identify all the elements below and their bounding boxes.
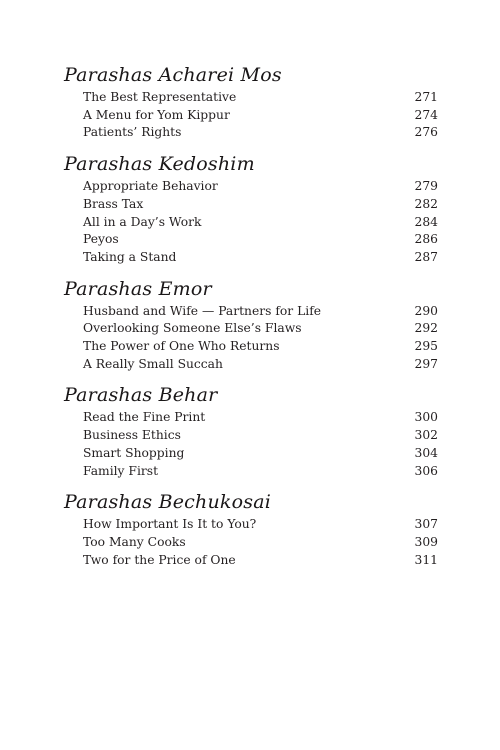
toc-entry [64, 356, 438, 374]
entry-title: Business Ethics [83, 428, 181, 443]
entry-title: Husband and Wife — Partners for Life [83, 303, 322, 318]
entry-page-number: 271 [414, 90, 438, 104]
toc-entry [64, 249, 438, 267]
section-title: Parashas Behar [64, 384, 218, 407]
toc-entry [64, 427, 438, 445]
toc-entry [64, 445, 438, 463]
entry-title: Smart Shopping [83, 445, 185, 460]
toc-entry [64, 463, 438, 481]
entry-title: The Best Representative [83, 90, 237, 104]
entry-page-number: 307 [414, 517, 438, 532]
section-title: Parashas Kedoshim [64, 153, 255, 176]
entry-page-number: 290 [414, 303, 438, 318]
entry-title: Brass Tax [83, 196, 144, 211]
entry-title: Overlooking Someone Else’s Flaws [83, 321, 302, 336]
entry-page-number: 284 [414, 214, 438, 229]
toc-entry [64, 338, 438, 356]
toc-entry [64, 231, 438, 249]
toc-entry [64, 214, 438, 232]
entry-page-number: 287 [414, 249, 438, 264]
entry-page-number: 292 [414, 321, 438, 336]
entry-page-number: 297 [414, 356, 438, 371]
toc-entry [64, 516, 438, 534]
section-title: Parashas Bechukosai [64, 491, 272, 514]
entry-page-number: 279 [414, 179, 438, 194]
entry-title: Too Many Cooks [83, 534, 186, 549]
toc-entry [64, 196, 438, 214]
entry-page-number: 276 [414, 125, 438, 140]
entry-page-number: 286 [414, 232, 438, 247]
entry-page-number: 309 [414, 534, 438, 549]
toc-section-emor [64, 276, 438, 374]
entry-title: A Menu for Yom Kippur [83, 107, 230, 122]
toc-entry [64, 124, 438, 142]
entry-page-number: 274 [414, 107, 438, 122]
toc-section-bechukosai [64, 489, 438, 569]
section-title: Parashas Acharei Mos [64, 64, 282, 86]
entry-page-number: 300 [414, 410, 438, 425]
toc-section-behar [64, 382, 438, 480]
toc-entry [64, 107, 438, 125]
entry-title: Peyos [83, 232, 119, 247]
table-of-contents [64, 62, 438, 578]
entry-title: Family First [83, 463, 159, 478]
toc-entry [64, 89, 438, 107]
entry-page-number: 302 [414, 428, 438, 443]
toc-section-acharei-mos [64, 62, 438, 142]
entry-page-number: 306 [414, 463, 438, 478]
section-title: Parashas Emor [64, 277, 212, 300]
toc-entry [64, 534, 438, 552]
entry-title: The Power of One Who Returns [83, 339, 280, 354]
entry-title: A Really Small Succah [83, 356, 223, 371]
toc-entry [64, 409, 438, 427]
entry-page-number: 304 [414, 445, 438, 460]
entry-page-number: 295 [414, 339, 438, 354]
entry-title: Read the Fine Print [83, 410, 206, 425]
entry-title: All in a Day’s Work [83, 214, 202, 229]
entry-page-number: 311 [414, 552, 438, 567]
entry-page-number: 282 [414, 196, 438, 211]
toc-entry [64, 320, 438, 338]
toc-entry [64, 178, 438, 196]
toc-entry [64, 303, 438, 321]
entry-title: Appropriate Behavior [83, 179, 218, 194]
toc-section-kedoshim [64, 151, 438, 267]
entry-title: Patients’ Rights [83, 125, 182, 140]
entry-title: Two for the Price of One [83, 552, 236, 567]
toc-entry [64, 552, 438, 570]
entry-title: How Important Is It to You? [83, 517, 257, 532]
entry-title: Taking a Stand [83, 249, 177, 264]
